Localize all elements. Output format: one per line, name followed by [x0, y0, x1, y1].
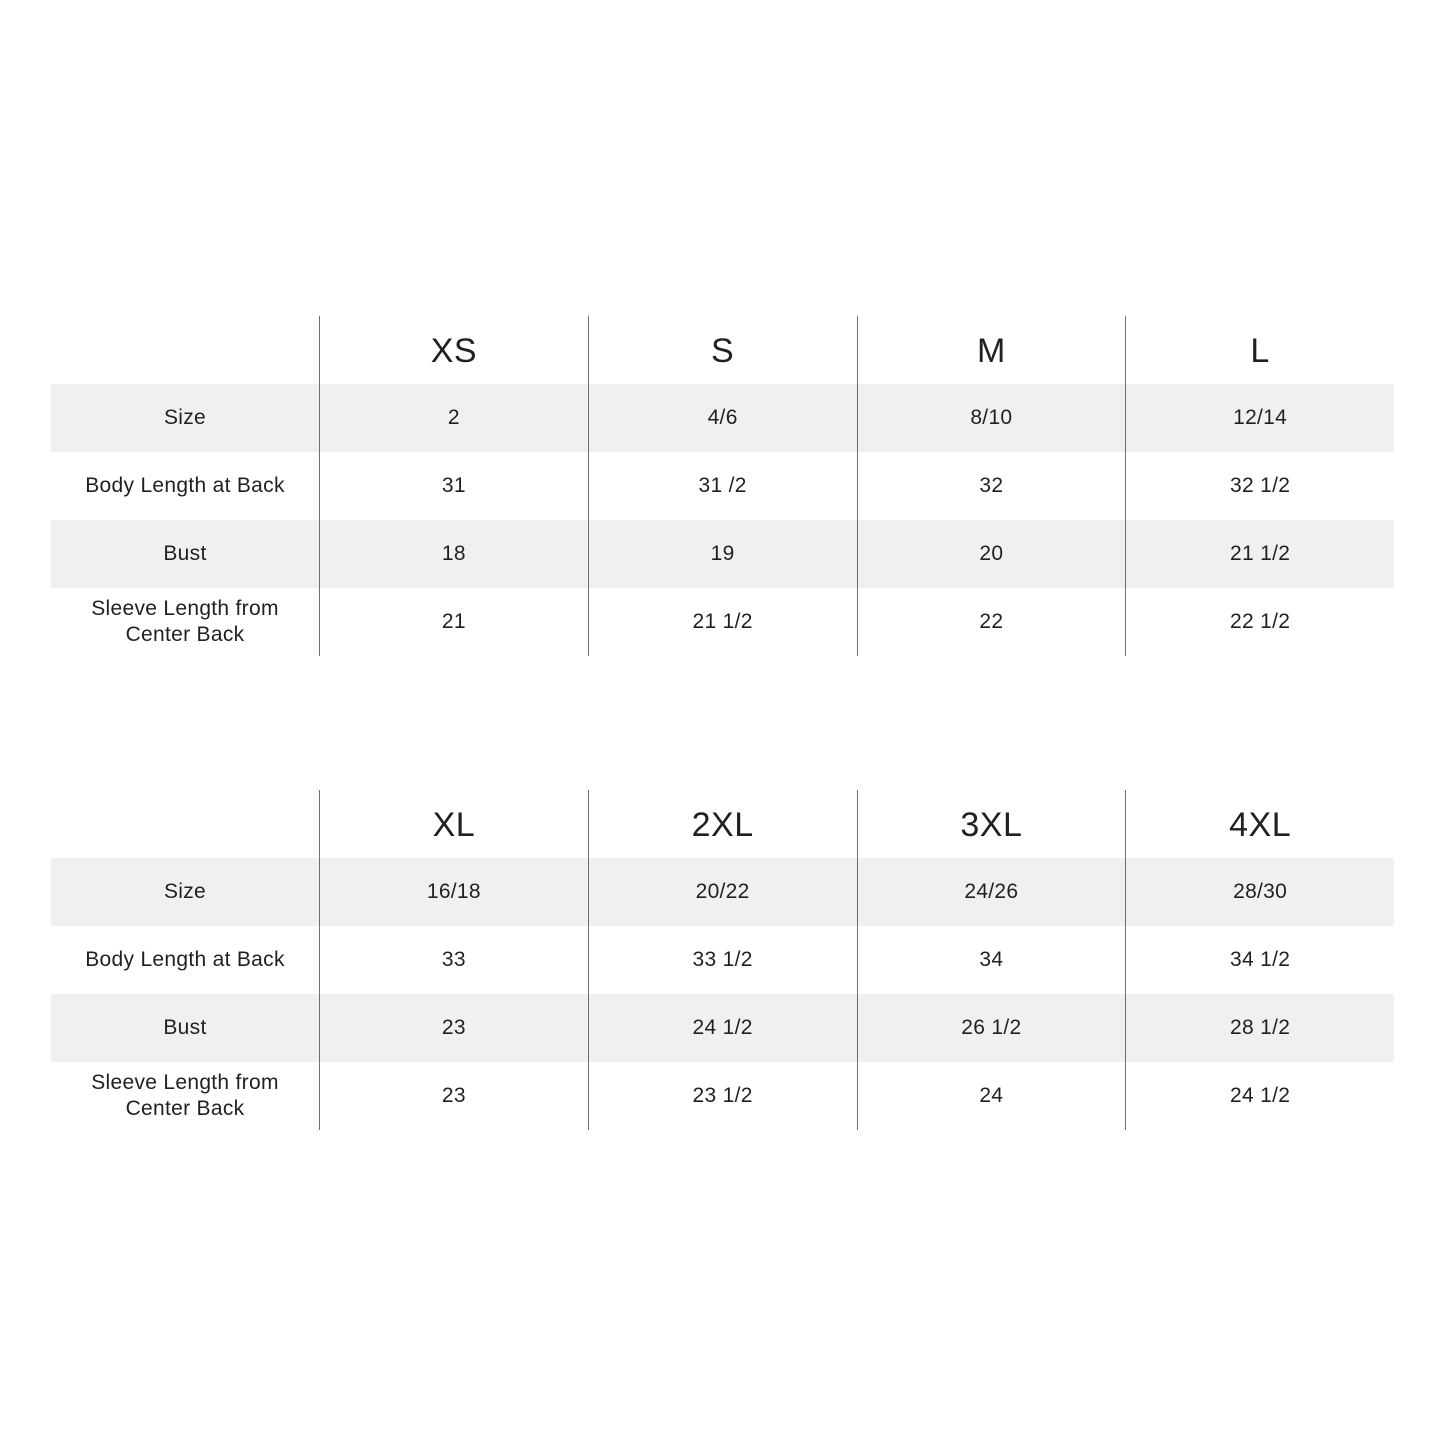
- table-cell: 8/10: [857, 384, 1126, 452]
- size-header-2xl: 2XL: [588, 790, 857, 858]
- table-cell: 32: [857, 452, 1126, 520]
- table-cell: 24: [857, 1062, 1126, 1130]
- row-label: Size: [163, 406, 207, 429]
- table-row: [51, 858, 1394, 926]
- row-label: Sleeve Length from Center Back: [91, 1071, 279, 1120]
- table-cell: 32 1/2: [1125, 452, 1394, 520]
- table-row: [51, 1062, 1394, 1130]
- size-header-xl: XL: [319, 790, 588, 858]
- table-cell: 4/6: [588, 384, 857, 452]
- table-header-row: [51, 316, 1394, 384]
- table-cell: 26 1/2: [857, 994, 1126, 1062]
- table-cell: 2: [319, 384, 588, 452]
- table-cell: 21 1/2: [1125, 520, 1394, 588]
- size-chart-table-1: [51, 316, 1394, 656]
- table-cell: 33: [319, 926, 588, 994]
- table-cell: 33 1/2: [588, 926, 857, 994]
- size-header-m: M: [857, 316, 1126, 384]
- table-cell: 22 1/2: [1125, 588, 1394, 656]
- size-header-l: L: [1125, 316, 1394, 384]
- table-header-row: [51, 790, 1394, 858]
- table-cell: 16/18: [319, 858, 588, 926]
- size-chart-table-2: [51, 790, 1394, 1130]
- table-row: [51, 384, 1394, 452]
- table-cell: 21 1/2: [588, 588, 857, 656]
- table-cell: 24 1/2: [588, 994, 857, 1062]
- table-cell: 31 /2: [588, 452, 857, 520]
- row-label: Size: [163, 880, 207, 903]
- size-header-xs: XS: [319, 316, 588, 384]
- table-cell: 20/22: [588, 858, 857, 926]
- table-cell: 21: [319, 588, 588, 656]
- table-row: [51, 452, 1394, 520]
- row-label: Sleeve Length from Center Back: [91, 597, 279, 646]
- table-cell: 22: [857, 588, 1126, 656]
- size-header-s: S: [588, 316, 857, 384]
- table-cell: 28/30: [1125, 858, 1394, 926]
- row-label: Body Length at Back: [85, 948, 285, 971]
- table-cell: 23 1/2: [588, 1062, 857, 1130]
- table-cell: 23: [319, 1062, 588, 1130]
- table-cell: 24/26: [857, 858, 1126, 926]
- header-corner: [51, 316, 319, 384]
- row-label: Bust: [163, 542, 207, 565]
- table-row: [51, 926, 1394, 994]
- table-cell: 34 1/2: [1125, 926, 1394, 994]
- table-cell: 24 1/2: [1125, 1062, 1394, 1130]
- table-cell: 20: [857, 520, 1126, 588]
- table-cell: 31: [319, 452, 588, 520]
- size-header-4xl: 4XL: [1125, 790, 1394, 858]
- table-row: [51, 994, 1394, 1062]
- table-cell: 34: [857, 926, 1126, 994]
- row-label: Bust: [163, 1016, 207, 1039]
- table-cell: 28 1/2: [1125, 994, 1394, 1062]
- table-cell: 18: [319, 520, 588, 588]
- table-cell: 23: [319, 994, 588, 1062]
- table-row: [51, 588, 1394, 656]
- size-header-3xl: 3XL: [857, 790, 1126, 858]
- table-cell: 19: [588, 520, 857, 588]
- table-row: [51, 520, 1394, 588]
- row-label: Body Length at Back: [85, 474, 285, 497]
- table-cell: 12/14: [1125, 384, 1394, 452]
- header-corner: [51, 790, 319, 858]
